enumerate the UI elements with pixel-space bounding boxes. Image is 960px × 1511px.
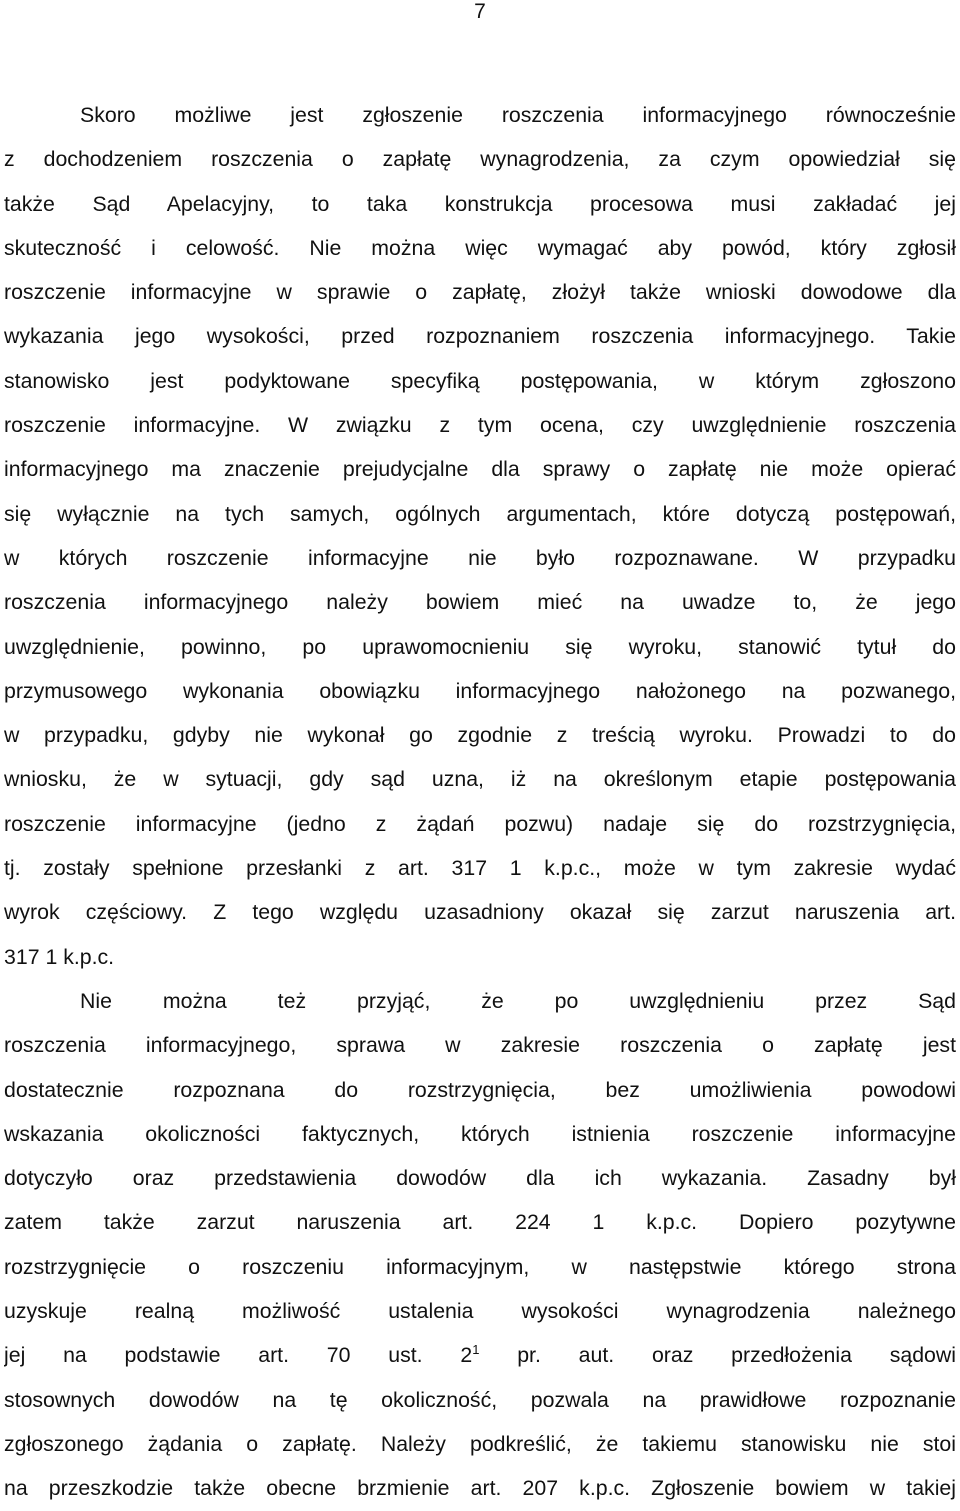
body-text	[4, 93, 956, 1511]
text-line: jej na podstawie art. 70 ust. $2^1$ pr. aut. oraz przedłożenia sądowi	[4, 1342, 956, 1368]
text-line: zgłoszonego żądania o zapłatę. Należy podkreślić, że takiemu stanowisku nie stoi	[4, 1431, 956, 1456]
text-line: stanowisko jest podyktowane specyfiką postępowania, w którym zgłoszono	[4, 368, 956, 393]
text-line: roszczenie informacyjne w sprawie o zapłatę, złożył także wnioski dowodowe dla	[4, 280, 956, 305]
text-line: roszczenie informacyjne (jedno z żądań pozwu) nadaje się do rozstrzygnięcia,	[4, 811, 956, 836]
text-line: 317 1 k.p.c.	[4, 944, 115, 969]
text-line: dostatecznie rozpoznana do rozstrzygnięcia, bez umożliwienia powodowi	[4, 1077, 956, 1102]
text-line: skuteczność i celowość. Nie można więc wymagać aby powód, który zgłosił	[4, 235, 956, 260]
text-line: informacyjnego ma znaczenie prejudycjalne dla sprawy o zapłatę nie może opierać	[4, 457, 956, 482]
text-line: roszczenia informacyjnego należy bowiem mieć na uwadze to, że jego	[4, 590, 956, 615]
text-line: wyrok częściowy. Z tego względu uzasadniony okazał się zarzut naruszenia art.	[4, 900, 956, 925]
text-line: uzyskuje realną możliwość ustalenia wysokości wynagrodzenia należnego	[4, 1299, 956, 1324]
text-line: wniosku, że w sytuacji, gdy sąd uzna, iż na określonym etapie postępowania	[4, 767, 956, 792]
text-line: na przeszkodzie także obecne brzmienie art. 207 k.p.c. Zgłoszenie bowiem w takiej	[4, 1476, 956, 1501]
text-line: z dochodzeniem roszczenia o zapłatę wynagrodzenia, za czym opowiedział się	[4, 147, 956, 172]
text-line: zatem także zarzut naruszenia art. 224 1 k.p.c. Dopiero pozytywne	[4, 1210, 956, 1235]
text-line: roszczenie informacyjne. W związku z tym ocena, czy uwzględnienie roszczenia	[4, 413, 956, 438]
text-line: stosownych dowodów na tę okoliczność, pozwala na prawidłowe rozpoznanie	[4, 1387, 956, 1412]
superscript: 1	[472, 1342, 480, 1358]
text-line: się wyłącznie na tych samych, ogólnych argumentach, które dotyczą postępowań,	[4, 501, 956, 526]
page-number: 7	[474, 0, 486, 23]
text-line: uwzględnienie, powinno, po uprawomocnieniu się wyroku, stanowić tytuł do	[4, 634, 956, 659]
text-line: przymusowego wykonania obowiązku informacyjnego nałożonego na pozwanego,	[4, 678, 956, 703]
text-line: także Sąd Apelacyjny, to taka konstrukcja procesowa musi zakładać jej	[4, 191, 956, 216]
text-line: wykazania jego wysokości, przed rozpoznaniem roszczenia informacyjnego. Takie	[4, 324, 956, 349]
text-line: rozstrzygnięcie o roszczeniu informacyjnym, w następstwie którego strona	[4, 1254, 956, 1279]
text-line: tj. zostały spełnione przesłanki z art. 317 1 k.p.c., może w tym zakresie wydać	[4, 856, 956, 881]
text-line: wskazania okoliczności faktycznych, których istnienia roszczenie informacyjne	[4, 1121, 956, 1146]
text-line: w których roszczenie informacyjne nie było rozpoznawane. W przypadku	[4, 545, 956, 570]
text-line: roszczenia informacyjnego, sprawa w zakresie roszczenia o zapłatę jest	[4, 1033, 956, 1058]
text-line: w przypadku, gdyby nie wykonał go zgodnie z treścią wyroku. Prowadzi to do	[4, 723, 956, 748]
text-line: Skoro możliwe jest zgłoszenie roszczenia informacyjnego równocześnie	[80, 103, 956, 127]
text-line: Nie można też przyjąć, że po uwzględnieniu przez Sąd	[80, 988, 956, 1013]
text-line: dotyczyło oraz przedstawienia dowodów dla ich wykazania. Zasadny był	[4, 1166, 956, 1191]
